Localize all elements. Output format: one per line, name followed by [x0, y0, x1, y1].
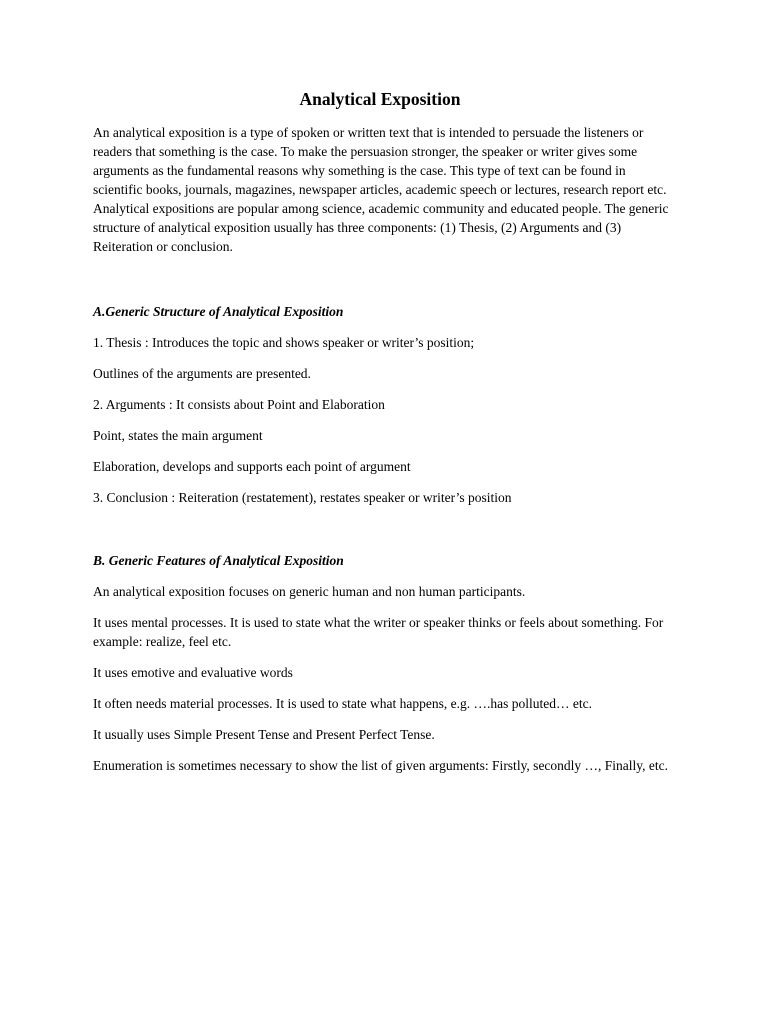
- section-gap: [93, 256, 673, 302]
- section-a-item: 2. Arguments : It consists about Point and Elaboration: [93, 397, 385, 412]
- section-b-heading: B. Generic Features of Analytical Exposition: [93, 553, 344, 568]
- section-a-item: 3. Conclusion : Reiteration (restatement), restates speaker or writer’s position: [93, 490, 512, 505]
- section-b: [93, 551, 673, 775]
- section-a: [93, 302, 673, 507]
- section-a-item: 1. Thesis : Introduces the topic and shows speaker or writer’s position;: [93, 335, 475, 350]
- section-b-item: Enumeration is sometimes necessary to show the list of given arguments: Firstly, secondly …, Finally, etc.: [93, 758, 669, 773]
- section-a-item: Outlines of the arguments are presented.: [93, 366, 311, 381]
- section-a-item: Point, states the main argument: [93, 428, 263, 443]
- document-title: Analytical Exposition: [299, 89, 461, 109]
- section-a-heading: A.Generic Structure of Analytical Exposition: [93, 304, 344, 319]
- section-b-item: It often needs material processes. It is used to state what happens, e.g. ….has polluted… etc.: [93, 696, 592, 711]
- section-gap: [93, 507, 673, 551]
- section-b-item: It usually uses Simple Present Tense and Present Perfect Tense.: [93, 727, 435, 742]
- section-b-item: It uses emotive and evaluative words: [93, 665, 293, 680]
- intro-paragraph: An analytical exposition is a type of spoken or written text that is intended to persuade the listeners or readers that something is the case. To make the persuasion stronger, the speaker or writer gives some arguments as the fundamental reasons why something is the case. This type of text can be found in scientific books, journals, magazines, newspaper articles, academic speech or lectures, research report etc. Analytical expositions are popular among science, academic community and educated people. The generic structure of analytical exposition usually has three components: (1) Thesis, (2) Arguments and (3) Reiteration or conclusion.: [93, 125, 669, 254]
- document-page: [93, 88, 673, 775]
- section-a-item: Elaboration, develops and supports each point of argument: [93, 459, 411, 474]
- section-b-item: It uses mental processes. It is used to state what the writer or speaker thinks or feels about something. For example: realize, feel etc.: [93, 615, 664, 649]
- section-b-item: An analytical exposition focuses on generic human and non human participants.: [93, 584, 526, 599]
